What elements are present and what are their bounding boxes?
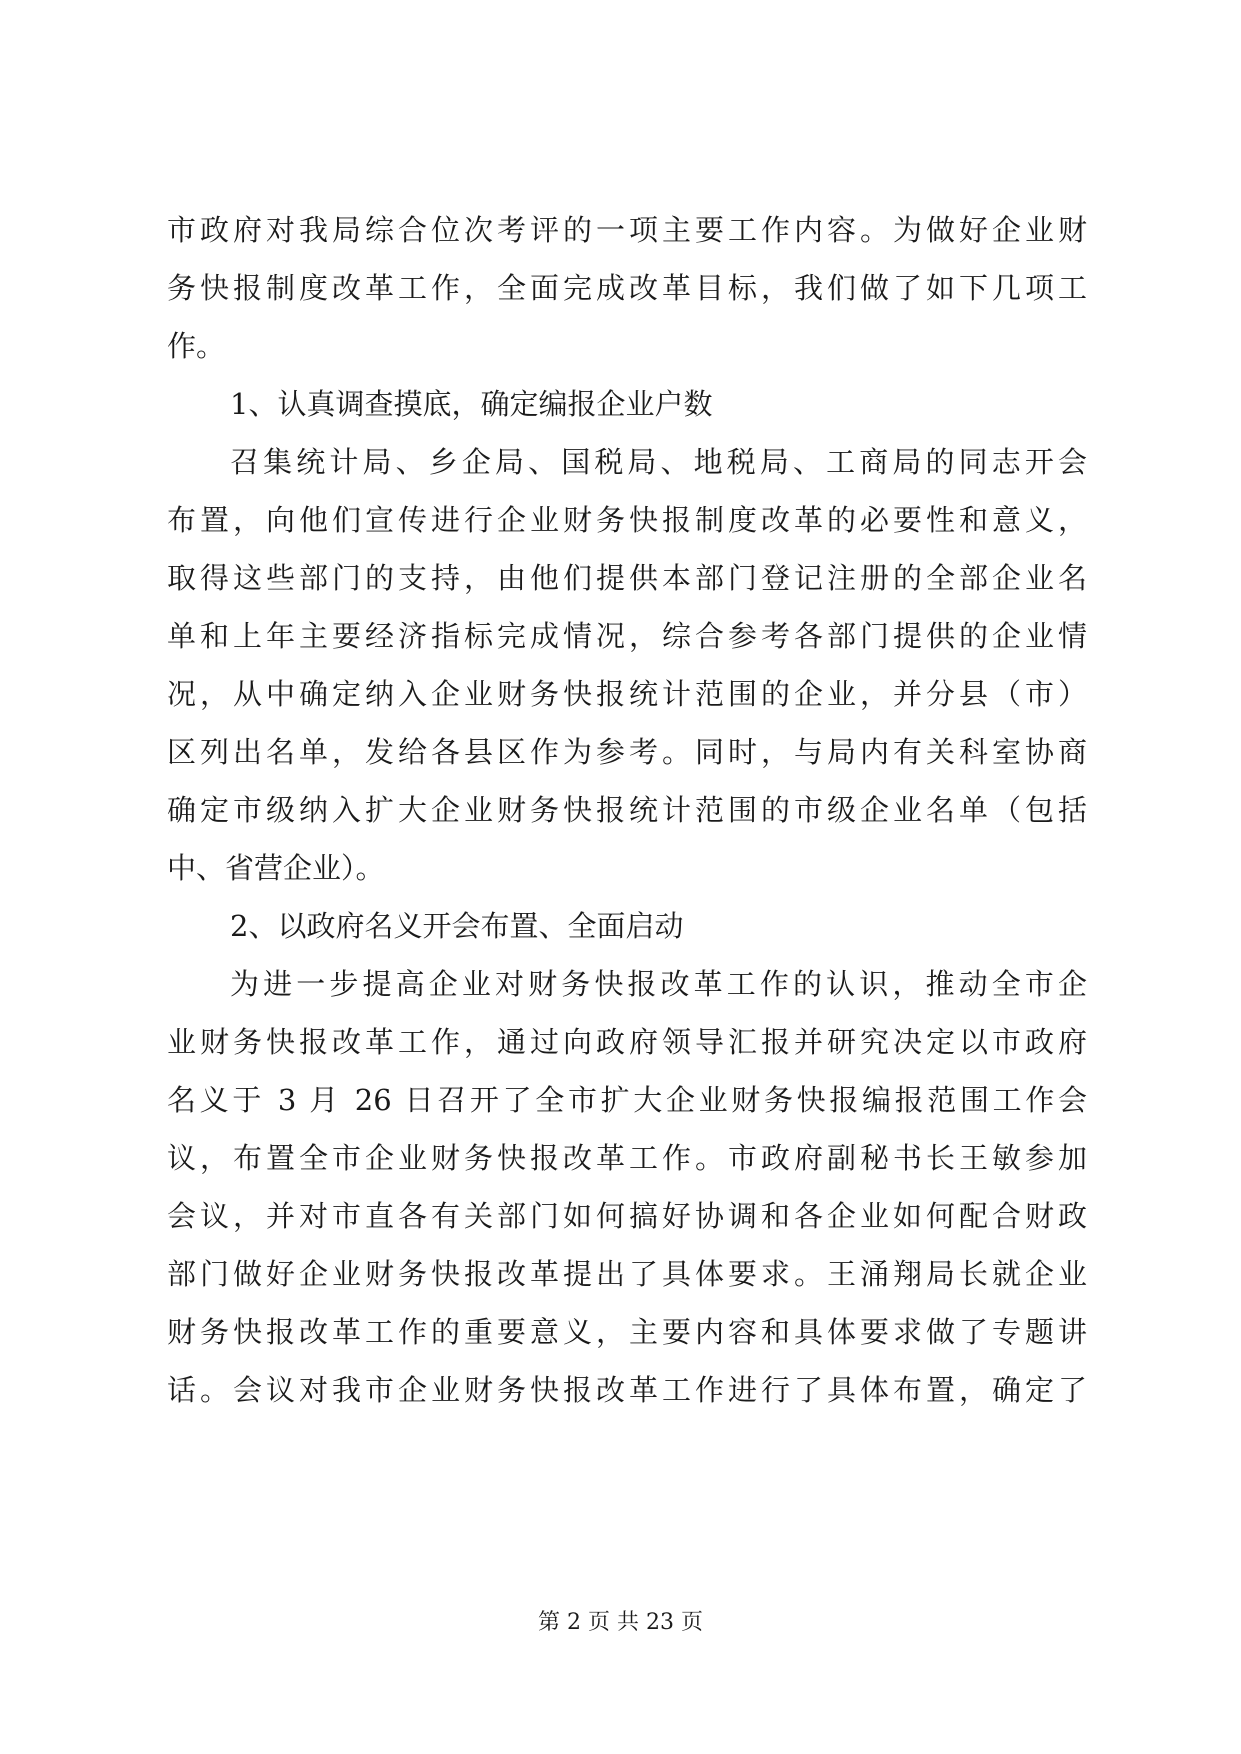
body-text-line: 作。 (167, 329, 226, 363)
body-text-line: 为进一步提高企业对财务快报改革工作的认识，推动全市企 (230, 967, 1087, 1001)
body-text-line: 确定市级纳入扩大企业财务快报统计范围的市级企业名单（包括 (167, 793, 1087, 827)
body-text-line: 名义于 3 月 26 日召开了全市扩大企业财务快报编报范围工作会 (167, 1083, 1087, 1117)
body-text-line: 布置，向他们宣传进行企业财务快报制度改革的必要性和意义， (167, 503, 1087, 537)
body-text-line: 话。会议对我市企业财务快报改革工作进行了具体布置，确定了 (167, 1373, 1087, 1407)
body-text-line: 财务快报改革工作的重要意义，主要内容和具体要求做了专题讲 (167, 1315, 1087, 1349)
body-text-line: 部门做好企业财务快报改革提出了具体要求。王涌翔局长就企业 (167, 1257, 1087, 1291)
body-text-line: 务快报制度改革工作，全面完成改革目标，我们做了如下几项工 (167, 271, 1087, 305)
body-text-line: 市政府对我局综合位次考评的一项主要工作内容。为做好企业财 (167, 213, 1087, 247)
section-heading: 1、认真调查摸底，确定编报企业户数 (230, 387, 713, 421)
body-text-line: 召集统计局、乡企局、国税局、地税局、工商局的同志开会 (230, 445, 1087, 479)
page-number-footer: 第 2 页 共 23 页 (538, 1610, 703, 1635)
body-text-line: 单和上年主要经济指标完成情况，综合参考各部门提供的企业情 (167, 619, 1087, 653)
body-text-line: 会议，并对市直各有关部门如何搞好协调和各企业如何配合财政 (167, 1199, 1087, 1233)
body-text-line: 议，布置全市企业财务快报改革工作。市政府副秘书长王敏参加 (167, 1141, 1087, 1175)
body-text-line: 况，从中确定纳入企业财务快报统计范围的企业，并分县（市） (167, 677, 1087, 711)
body-text-line: 中、省营企业）。 (167, 851, 385, 885)
body-text-line: 区列出名单，发给各县区作为参考。同时，与局内有关科室协商 (167, 735, 1087, 769)
body-text-line: 取得这些部门的支持，由他们提供本部门登记注册的全部企业名 (167, 561, 1087, 595)
body-text-line: 业财务快报改革工作，通过向政府领导汇报并研究决定以市政府 (167, 1025, 1087, 1059)
section-heading: 2、以政府名义开会布置、全面启动 (230, 909, 684, 943)
